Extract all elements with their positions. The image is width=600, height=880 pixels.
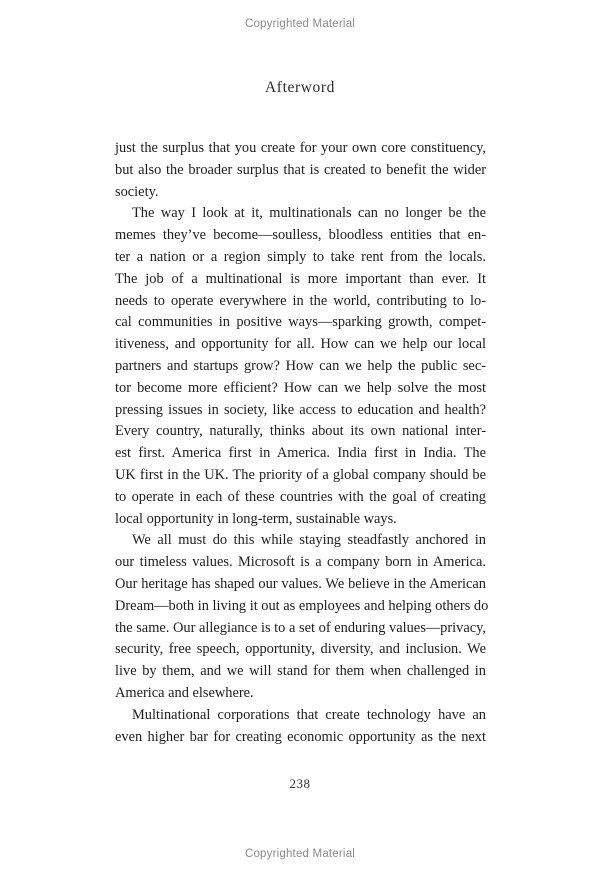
text-line: The job of a multinational is more important than ever. It xyxy=(115,270,486,287)
text-line: pressing issues in society, like access to education and health? xyxy=(115,401,486,418)
text-line: memes they’ve become—soulless, bloodless entities that en- xyxy=(115,227,486,244)
copyright-notice-bottom: Copyrighted Material xyxy=(244,848,356,860)
text-line: America and elsewhere. xyxy=(115,684,254,701)
text-line: Every country, naturally, thinks about its own national inter- xyxy=(115,423,486,440)
text-line: to operate in each of these countries with the goal of creating xyxy=(115,488,486,505)
text-line: our timeless values. Microsoft is a company born in America. xyxy=(115,554,486,571)
text-line: UK first in the UK. The priority of a global company should be xyxy=(115,466,486,483)
page-number: 238 xyxy=(289,776,311,791)
chapter-title: Afterword xyxy=(265,79,335,96)
text-line: itiveness, and opportunity for all. How can we help our local xyxy=(115,336,486,353)
text-line: Dream—both in living it out as employees and helping others do xyxy=(115,597,489,614)
text-line: security, free speech, opportunity, diversity, and inclusion. We xyxy=(115,641,486,658)
text-line: society. xyxy=(115,183,159,200)
text-line: just the surplus that you create for your own core constituency, xyxy=(115,140,486,156)
text-line: partners and startups grow? How can we help the public sec- xyxy=(115,357,486,374)
text-line: Multinational corporations that create technology have an xyxy=(132,706,486,723)
text-line: live by them, and we will stand for them when challenged in xyxy=(115,663,486,680)
text-line: The way I look at it, multinationals can no longer be the xyxy=(132,205,486,222)
text-line: needs to operate everywhere in the world, contributing to lo- xyxy=(115,292,486,309)
text-line: Our heritage has shaped our values. We believe in the American xyxy=(115,575,486,592)
text-line: the same. Our allegiance is to a set of enduring values—privacy, xyxy=(115,619,486,636)
text-line: but also the broader surplus that is created to benefit the wider xyxy=(115,161,486,178)
body-text xyxy=(115,138,489,748)
text-line: tor become more efficient? How can we help solve the most xyxy=(115,379,486,396)
text-line: We all must do this while staying steadfastly anchored in xyxy=(132,532,486,549)
copyright-notice-top: Copyrighted Material xyxy=(244,18,356,30)
text-line: cal communities in positive ways—sparking growth, compet- xyxy=(115,314,486,331)
text-line: local opportunity in long-term, sustainable ways. xyxy=(115,510,397,527)
text-line: est first. America first in America. India first in India. The xyxy=(115,445,486,462)
text-line: even higher bar for creating economic opportunity as the next xyxy=(115,728,486,745)
text-line: ter a nation or a region simply to take rent from the locals. xyxy=(115,248,486,265)
